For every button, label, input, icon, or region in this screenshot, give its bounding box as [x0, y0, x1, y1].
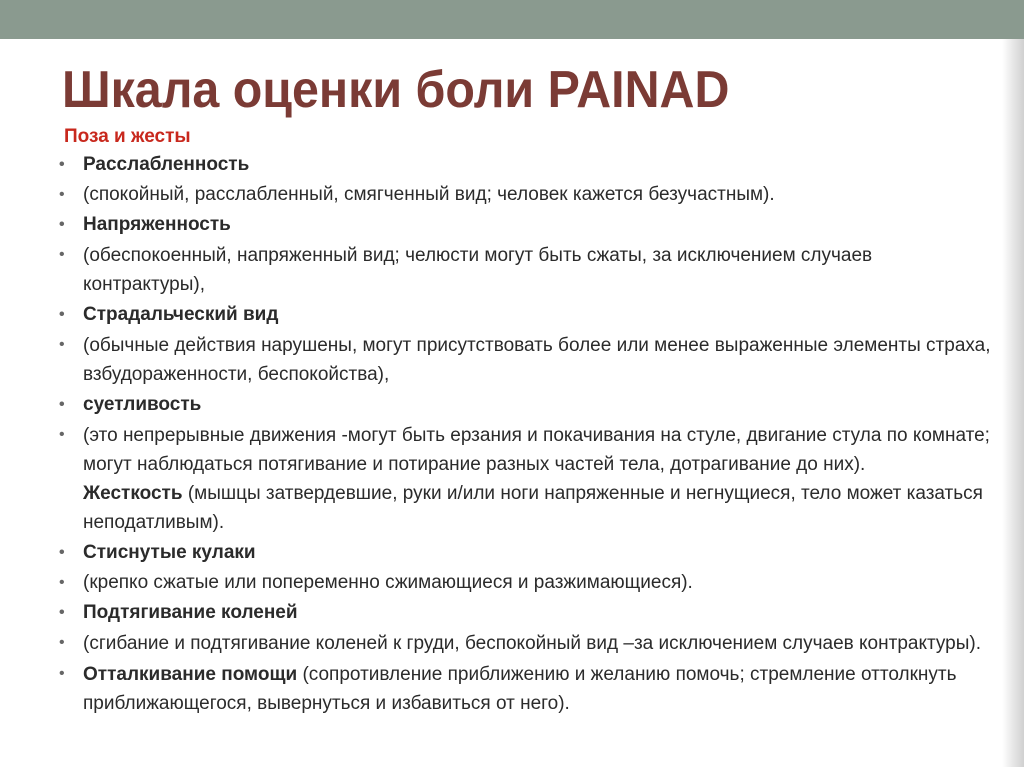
- list-item-knees-desc: • (сгибание и подтягивание коленей к груди, беспокойный вид –за исключением случаев контрактуры).: [58, 628, 998, 659]
- list-item-knees: • Подтягивание коленей: [58, 598, 998, 628]
- top-band: [0, 0, 1024, 39]
- list-item-relaxed-desc: • (спокойный, расслабленный, смягченный вид; человек кажется безучастным).: [58, 180, 998, 210]
- list-item-suffering: • Страдальческий вид: [58, 300, 998, 330]
- bullet-list: [58, 150, 998, 719]
- list-item-tension: • Напряженность: [58, 210, 998, 240]
- list-item-relaxed: • Расслабленность: [58, 150, 998, 180]
- list-item-restlessness: • суетливость: [58, 390, 998, 420]
- list-item-resist-help: [58, 659, 998, 719]
- resist-help-desc: (сопротивление приближению и желанию помочь; стремление оттолкнуть приближающегося, вывернуться и избавиться от него).: [83, 664, 957, 714]
- list-item-clenched-fists-desc: • (крепко сжатые или попеременно сжимающиеся и разжимающиеся).: [58, 568, 998, 598]
- list-item-clenched-fists: • Стиснутые кулаки: [58, 538, 998, 568]
- list-item-restlessness-desc: [58, 420, 998, 538]
- restlessness-desc-text: (это непрерывные движения -могут быть ерзания и покачивания на стуле, двигание стула по комнате; могут наблюдаться потягивание и потирание разных частей тела, дотрагивание до них).: [83, 425, 990, 475]
- slide-subtitle: Поза и жесты: [64, 126, 191, 147]
- rigidity-desc: (мышцы затвердевшие, руки и/или ноги напряженные и негнущиеся, тело может казаться неподатливым).: [83, 483, 983, 533]
- list-item-tension-desc: • (обеспокоенный, напряженный вид; челюсти могут быть сжаты, за исключением случаев контрактуры),: [58, 240, 998, 300]
- rigidity-label: Жесткость: [83, 483, 183, 504]
- resist-help-label: Отталкивание помощи: [83, 664, 298, 685]
- slide-title: Шкала оценки боли PAINAD: [62, 61, 730, 119]
- slide-edge-shadow: [1002, 39, 1024, 767]
- list-item-suffering-desc: • (обычные действия нарушены, могут присутствовать более или менее выраженные элементы страха, взбудораженности, беспокойства),: [58, 330, 998, 390]
